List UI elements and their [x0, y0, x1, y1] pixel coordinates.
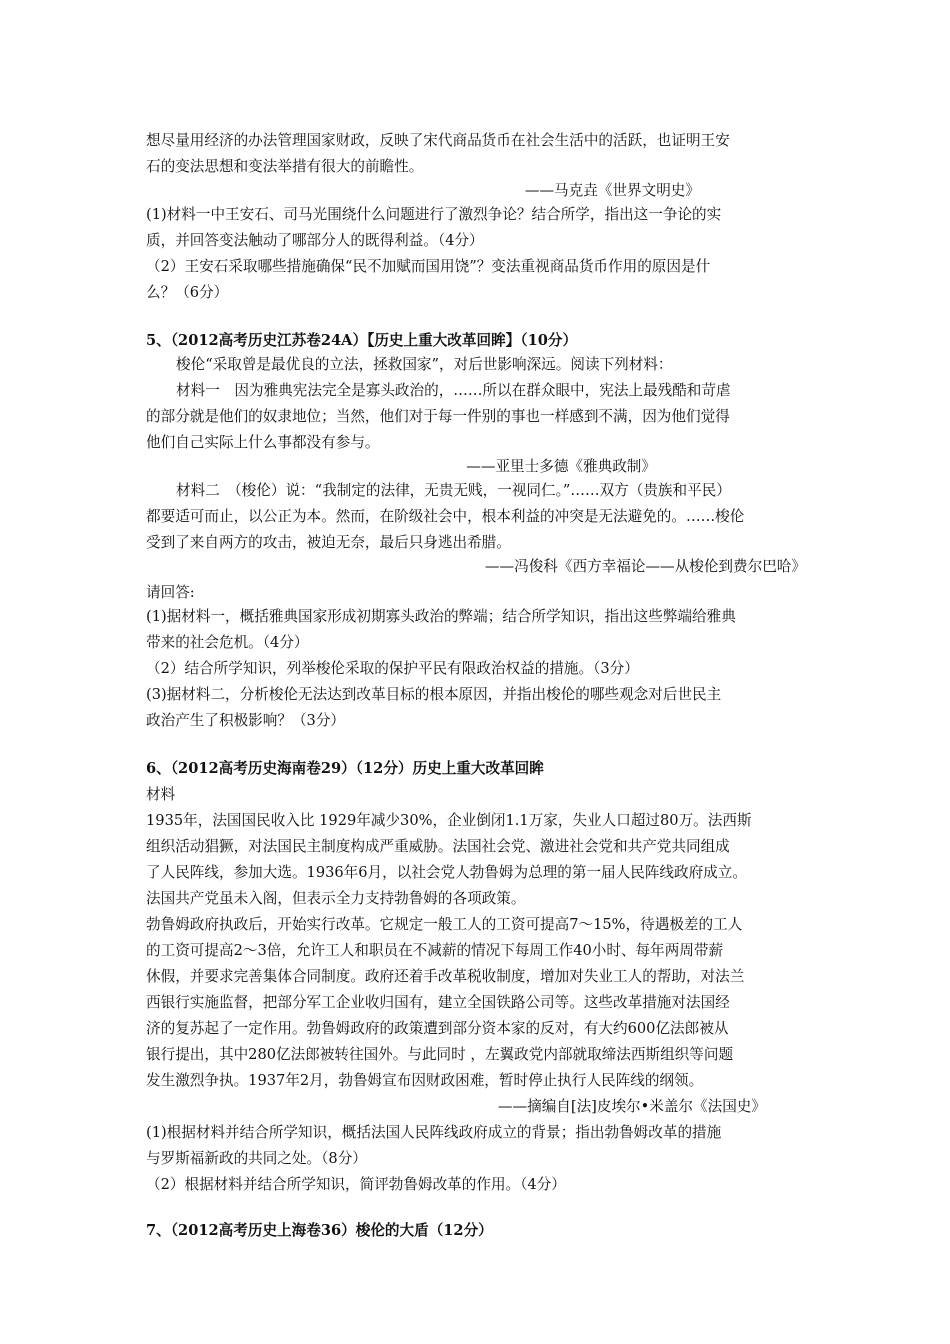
- question-text: 政治产生了积极影响？（3分）: [146, 712, 346, 729]
- question-text: （2）根据材料并结合所学知识，简评勃鲁姆改革的作用。（4分）: [146, 1176, 566, 1193]
- text-line: 发生激烈争执。1937年2月，勃鲁姆宣布因财政困难，暂时停止执行人民阵线的纲领。: [146, 1072, 704, 1089]
- question-text: 与罗斯福新政的共同之处。（8分）: [146, 1150, 367, 1167]
- question-text: （2）结合所学知识，列举梭伦采取的保护平民有限政治权益的措施。（3分）: [146, 660, 639, 677]
- text-line: 受到了来自两方的攻击，被迫无奈，最后只身逃出希腊。: [146, 534, 511, 551]
- question-text: (1)据材料一，概括雅典国家形成初期寡头政治的弊端；结合所学知识，指出这些弊端给雅典: [146, 608, 736, 625]
- section-heading: 5、（2012高考历史江苏卷24A）【历史上重大改革回眸】（10分）: [146, 332, 578, 349]
- question-text: 带来的社会危机。（4分）: [146, 634, 309, 651]
- question-text: (3)据材料二，分析梭伦无法达到改革目标的根本原因，并指出梭伦的哪些观念对后世民主: [146, 686, 722, 703]
- source-citation: ——马克垚《世界文明史》: [524, 182, 700, 199]
- source-citation: ——摘编自[法]皮埃尔•米盖尔《法国史》: [497, 1098, 766, 1115]
- source-citation: ——冯俊科《西方幸福论——从梭伦到费尔巴哈》: [484, 558, 806, 575]
- text-line: 1935年，法国国民收入比 1929年减少30%，企业倒闭1.1万家，失业人口超过80万。法西斯: [146, 812, 752, 829]
- question-text: 么？（6分）: [146, 284, 229, 301]
- text-line: 组织活动猖獗，对法国民主制度构成严重威胁。法国社会党、激进社会党和共产党共同组成: [146, 838, 730, 855]
- question-text: （2）王安石采取哪些措施确保“民不加赋而国用饶”？变法重视商品货币作用的原因是什: [146, 258, 711, 275]
- text-line: 西银行实施监督，把部分军工企业收归国有，建立全国铁路公司等。这些改革措施对法国经: [146, 994, 730, 1011]
- text-line: 了人民阵线，参加大选。1936年6月，以社会党人勃鲁姆为总理的第一届人民阵线政府成立。: [146, 864, 747, 881]
- text-line: 材料二 （梭伦）说：“我制定的法律，无贵无贱，一视同仁。”……双方（贵族和平民）: [176, 482, 731, 499]
- text-line: 的部分就是他们的奴隶地位；当然，他们对于每一件别的事也一样感到不满，因为他们觉得: [146, 408, 730, 425]
- question-text: (1)材料一中王安石、司马光围绕什么问题进行了激烈争论？结合所学，指出这一争论的实: [146, 206, 722, 223]
- text-line: 银行提出，其中280亿法郎被转往国外。与此同时 ，左翼政党内部就取缔法西斯组织等问题: [146, 1046, 734, 1063]
- text-line: 勃鲁姆政府执政后，开始实行改革。它规定一般工人的工资可提高7～15%，待遇极差的工人: [146, 916, 743, 933]
- text-line: 材料一 因为雅典宪法完全是寡头政治的，……所以在群众眼中，宪法上最残酷和苛虐: [176, 382, 731, 399]
- section-heading: 7、（2012高考历史上海卷36）梭伦的大盾（12分）: [146, 1222, 493, 1239]
- source-citation: ——亚里士多德《雅典政制》: [466, 458, 656, 475]
- text-line: 石的变法思想和变法举措有很大的前瞻性。: [146, 158, 424, 175]
- text-line: 都要适可而止，以公正为本。然而，在阶级社会中，根本利益的冲突是无法避免的。……梭伦: [146, 508, 745, 525]
- text-line: 他们自己实际上什么事都没有参与。: [146, 434, 380, 451]
- section-heading: 6、（2012高考历史海南卷29）（12分）历史上重大改革回眸: [146, 760, 544, 777]
- question-text: 质，并回答变法触动了哪部分人的既得利益。（4分）: [146, 232, 484, 249]
- text-line: 济的复苏起了一定作用。勃鲁姆政府的政策遭到部分资本家的反对，有大约600亿法郎被从: [146, 1020, 729, 1037]
- text-line: 梭伦“采取曾是最优良的立法，拯救国家”，对后世影响深远。阅读下列材料：: [176, 356, 673, 373]
- text-line: 想尽量用经济的办法管理国家财政，反映了宋代商品货币在社会生活中的活跃，也证明王安: [146, 132, 730, 149]
- text-line: 休假，并要求完善集体合同制度。政府还着手改革税收制度，增加对失业工人的帮助，对法兰: [146, 968, 745, 985]
- text-line: 请回答:: [146, 584, 195, 601]
- text-line: 的工资可提高2～3倍，允许工人和职员在不减薪的情况下每周工作40小时、每年两周带薪: [146, 942, 724, 959]
- text-line: 材料: [146, 786, 176, 803]
- text-line: 法国共产党虽未入阁，但表示全力支持勃鲁姆的各项政策。: [146, 890, 526, 907]
- question-text: (1)根据材料并结合所学知识，概括法国人民阵线政府成立的背景；指出勃鲁姆改革的措施: [146, 1124, 722, 1141]
